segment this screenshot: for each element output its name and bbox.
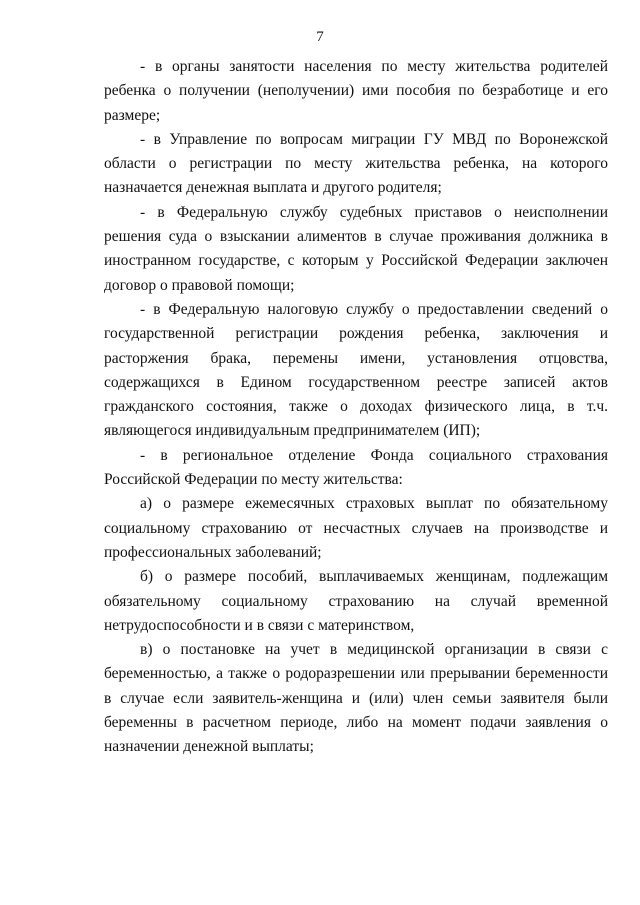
paragraph-item-v: в) о постановке на учет в медицинской организации в связи с беременностью, а также о родоразрешении или прерывании беременности в случае если заявитель-женщина и (или) член семьи заявителя были беременны в расчетном периоде, либо на момент подачи заявления о назначении денежной выплаты; xyxy=(104,641,608,756)
document-body xyxy=(104,55,608,760)
paragraph-item-b: б) о размере пособий, выплачиваемых женщинам, подлежащим обязательному социальному страхованию на случай временной нетрудоспособности и в связи с материнством, xyxy=(104,568,608,634)
paragraph-social-insurance-fund: - в региональное отделение Фонда социального страхования Российской Федерации по месту жительства: xyxy=(104,446,608,489)
paragraph-bailiff-service: - в Федеральную службу судебных приставов о неисполнении решения суда о взыскании алиментов в случае проживания должника в иностранном государстве, с которым у Российской Федерации заключен договор о правовой помощи; xyxy=(104,203,608,294)
paragraph-item-a: а) о размере ежемесячных страховых выплат по обязательному социальному страхованию от несчастных случаев на производстве и профессиональных заболеваний; xyxy=(104,495,608,561)
paragraph-tax-service: - в Федеральную налоговую службу о предоставлении сведений о государственной регистрации рождения ребенка, заключения и расторжения брака, перемены имени, установления отцовства, содержащихся в Едином государственном реестре записей актов гражданского состояния, также о доходах физического лица, в т.ч. являющегося индивидуальным предпринимателем (ИП); xyxy=(104,300,608,440)
paragraph-migration-department: - в Управление по вопросам миграции ГУ МВД по Воронежской области о регистрации по месту жительства ребенка, на которого назначается денежная выплата и другого родителя; xyxy=(104,130,608,197)
page-number: 7 xyxy=(316,29,324,45)
paragraph-employment-agencies: - в органы занятости населения по месту жительства родителей ребенка о получении (неполучении) ими пособия по безработице и его размере; xyxy=(104,58,608,124)
